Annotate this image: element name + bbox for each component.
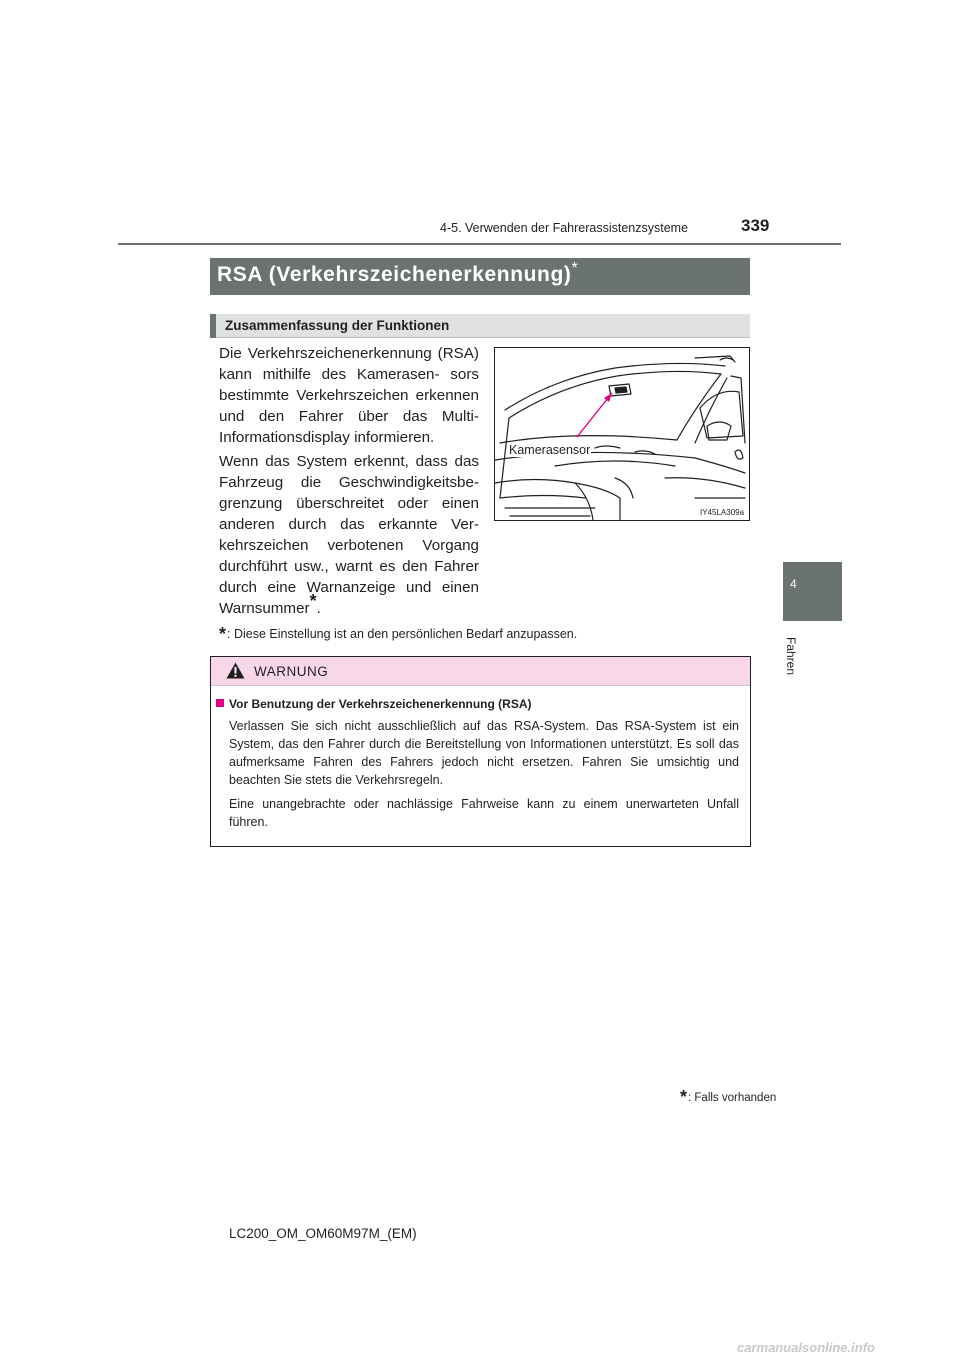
footnote-personal-settings (219, 624, 577, 645)
page-number: 339 (741, 216, 770, 235)
body-paragraph-1: Die Verkehrszeichenerkennung (RSA) kann mithilfe des Kamerasen- sors bestimmte Verkehrszeichen erkennen und den Fahrer über das Multi-Informationsdisplay informieren. (219, 345, 479, 446)
manual-code: LC200_OM_OM60M97M_(EM) (229, 1226, 417, 1241)
watermark: carmanualsonline.info (737, 1340, 875, 1355)
running-header-section: 4-5. Verwenden der Fahrerassistenzsysteme (440, 221, 689, 235)
warning-bullet-square (216, 699, 224, 707)
vehicle-windshield-drawing (495, 348, 749, 520)
footnote-if-equipped (680, 1087, 776, 1108)
chapter-tab-label: Fahren (784, 637, 798, 676)
camera-sensor-label: Kamerasensor (509, 443, 591, 457)
figure-code: IY45LA309a (700, 508, 745, 517)
warning-triangle-icon (226, 662, 245, 679)
warning-title: WARNUNG (254, 664, 329, 679)
header-divider (118, 243, 841, 245)
body-paragraph-2 (219, 451, 479, 619)
warning-paragraph-2: Eine unangebrachte oder nachlässige Fahrweise kann zu einem unerwarteten Unfall führen. (229, 797, 739, 829)
warning-paragraph-1: Verlassen Sie sich nicht ausschließlich auf das RSA-System. Das RSA-System ist ein System, das den Fahrer durch die Bereitstellung von Informationen unterstützt. Es soll das aufmerksame Fahren des Fahrers jedoch nicht ersetzen. Fahren Sie umsichtig und beachten Sie stets die Verkehrsregeln. (229, 719, 739, 787)
page-title-text: RSA (Verkehrszeichenerkennung) (217, 263, 572, 286)
page-title (217, 260, 579, 287)
body-paragraph-2-asterisk: * (309, 591, 317, 611)
warning-subheading: Vor Benutzung der Verkehrszeichenerkennung (RSA) (229, 697, 532, 711)
body-paragraph-2-text: Wenn das System erkennt, dass das Fahrzeug die Geschwindigkeitsbe- grenzung überschreitet oder einen anderen durch das erkannte Ver- kehrszeichen verbotenen Vorgang durchführt usw., warnt es den Fahrer durch eine Warnanzeige und einen Warnsummer (219, 453, 479, 617)
footnote-2-text: : Falls vorhanden (688, 1092, 777, 1104)
section-title: Zusammenfassung der Funktionen (225, 318, 450, 333)
chapter-tab (783, 562, 842, 621)
title-asterisk: * (571, 260, 579, 277)
chapter-tab-number: 4 (790, 577, 797, 591)
footnote-1-text: : Diese Einstellung ist an den persönlichen Bedarf anzupassen. (227, 627, 578, 641)
section-header-marker (210, 314, 216, 338)
body-paragraph-2-end: . (316, 600, 321, 617)
camera-sensor-illustration (494, 347, 750, 521)
footnote-2-asterisk: * (680, 1087, 688, 1107)
footnote-1-asterisk: * (219, 624, 227, 644)
